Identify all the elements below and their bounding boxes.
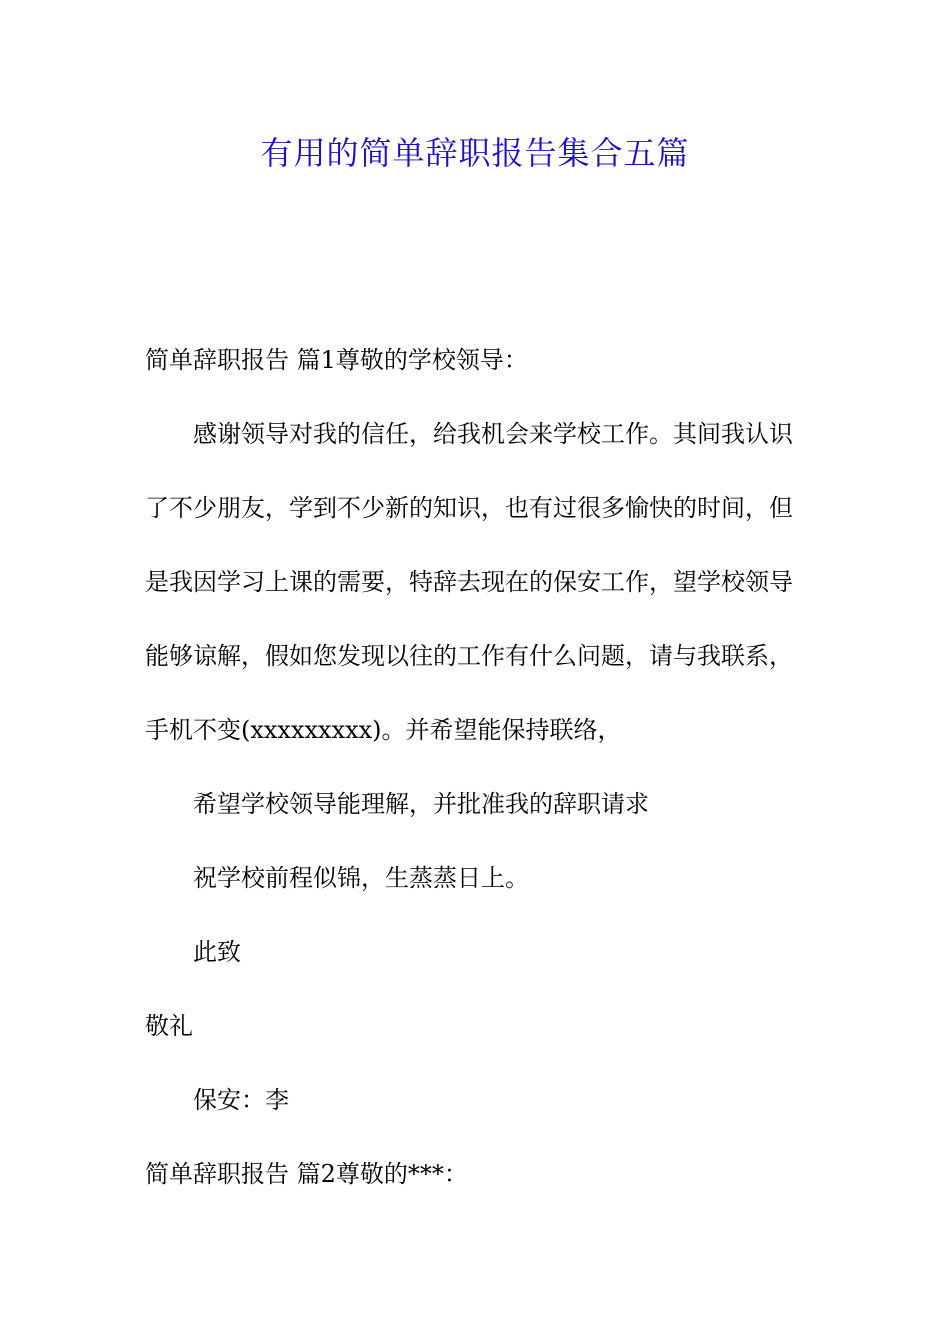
closing-line: 此致	[193, 938, 241, 966]
paragraph-line: 了不少朋友，学到不少新的知识，也有过很多愉快的时间，但	[145, 494, 793, 522]
paragraph-line: 手机不变(xxxxxxxxx)。并希望能保持联络，	[145, 716, 622, 744]
section-heading-2: 简单辞职报告 篇2尊敬的***：	[145, 1160, 468, 1188]
document-title: 有用的简单辞职报告集合五篇	[260, 134, 690, 172]
paragraph-line: 祝学校前程似锦，生蒸蒸日上。	[193, 864, 529, 892]
paragraph-line: 是我因学习上课的需要，特辞去现在的保安工作，望学校领导	[145, 568, 793, 596]
paragraph-line: 感谢领导对我的信任，给我机会来学校工作。其间我认识	[193, 420, 793, 448]
paragraph-line: 希望学校领导能理解，并批准我的辞职请求	[193, 790, 649, 818]
closing-salute: 敬礼	[145, 1012, 193, 1040]
signature-line: 保安：李	[193, 1086, 289, 1114]
section-heading-1: 简单辞职报告 篇1尊敬的学校领导：	[145, 346, 528, 374]
paragraph-line: 能够谅解，假如您发现以往的工作有什么问题，请与我联系，	[145, 642, 793, 670]
